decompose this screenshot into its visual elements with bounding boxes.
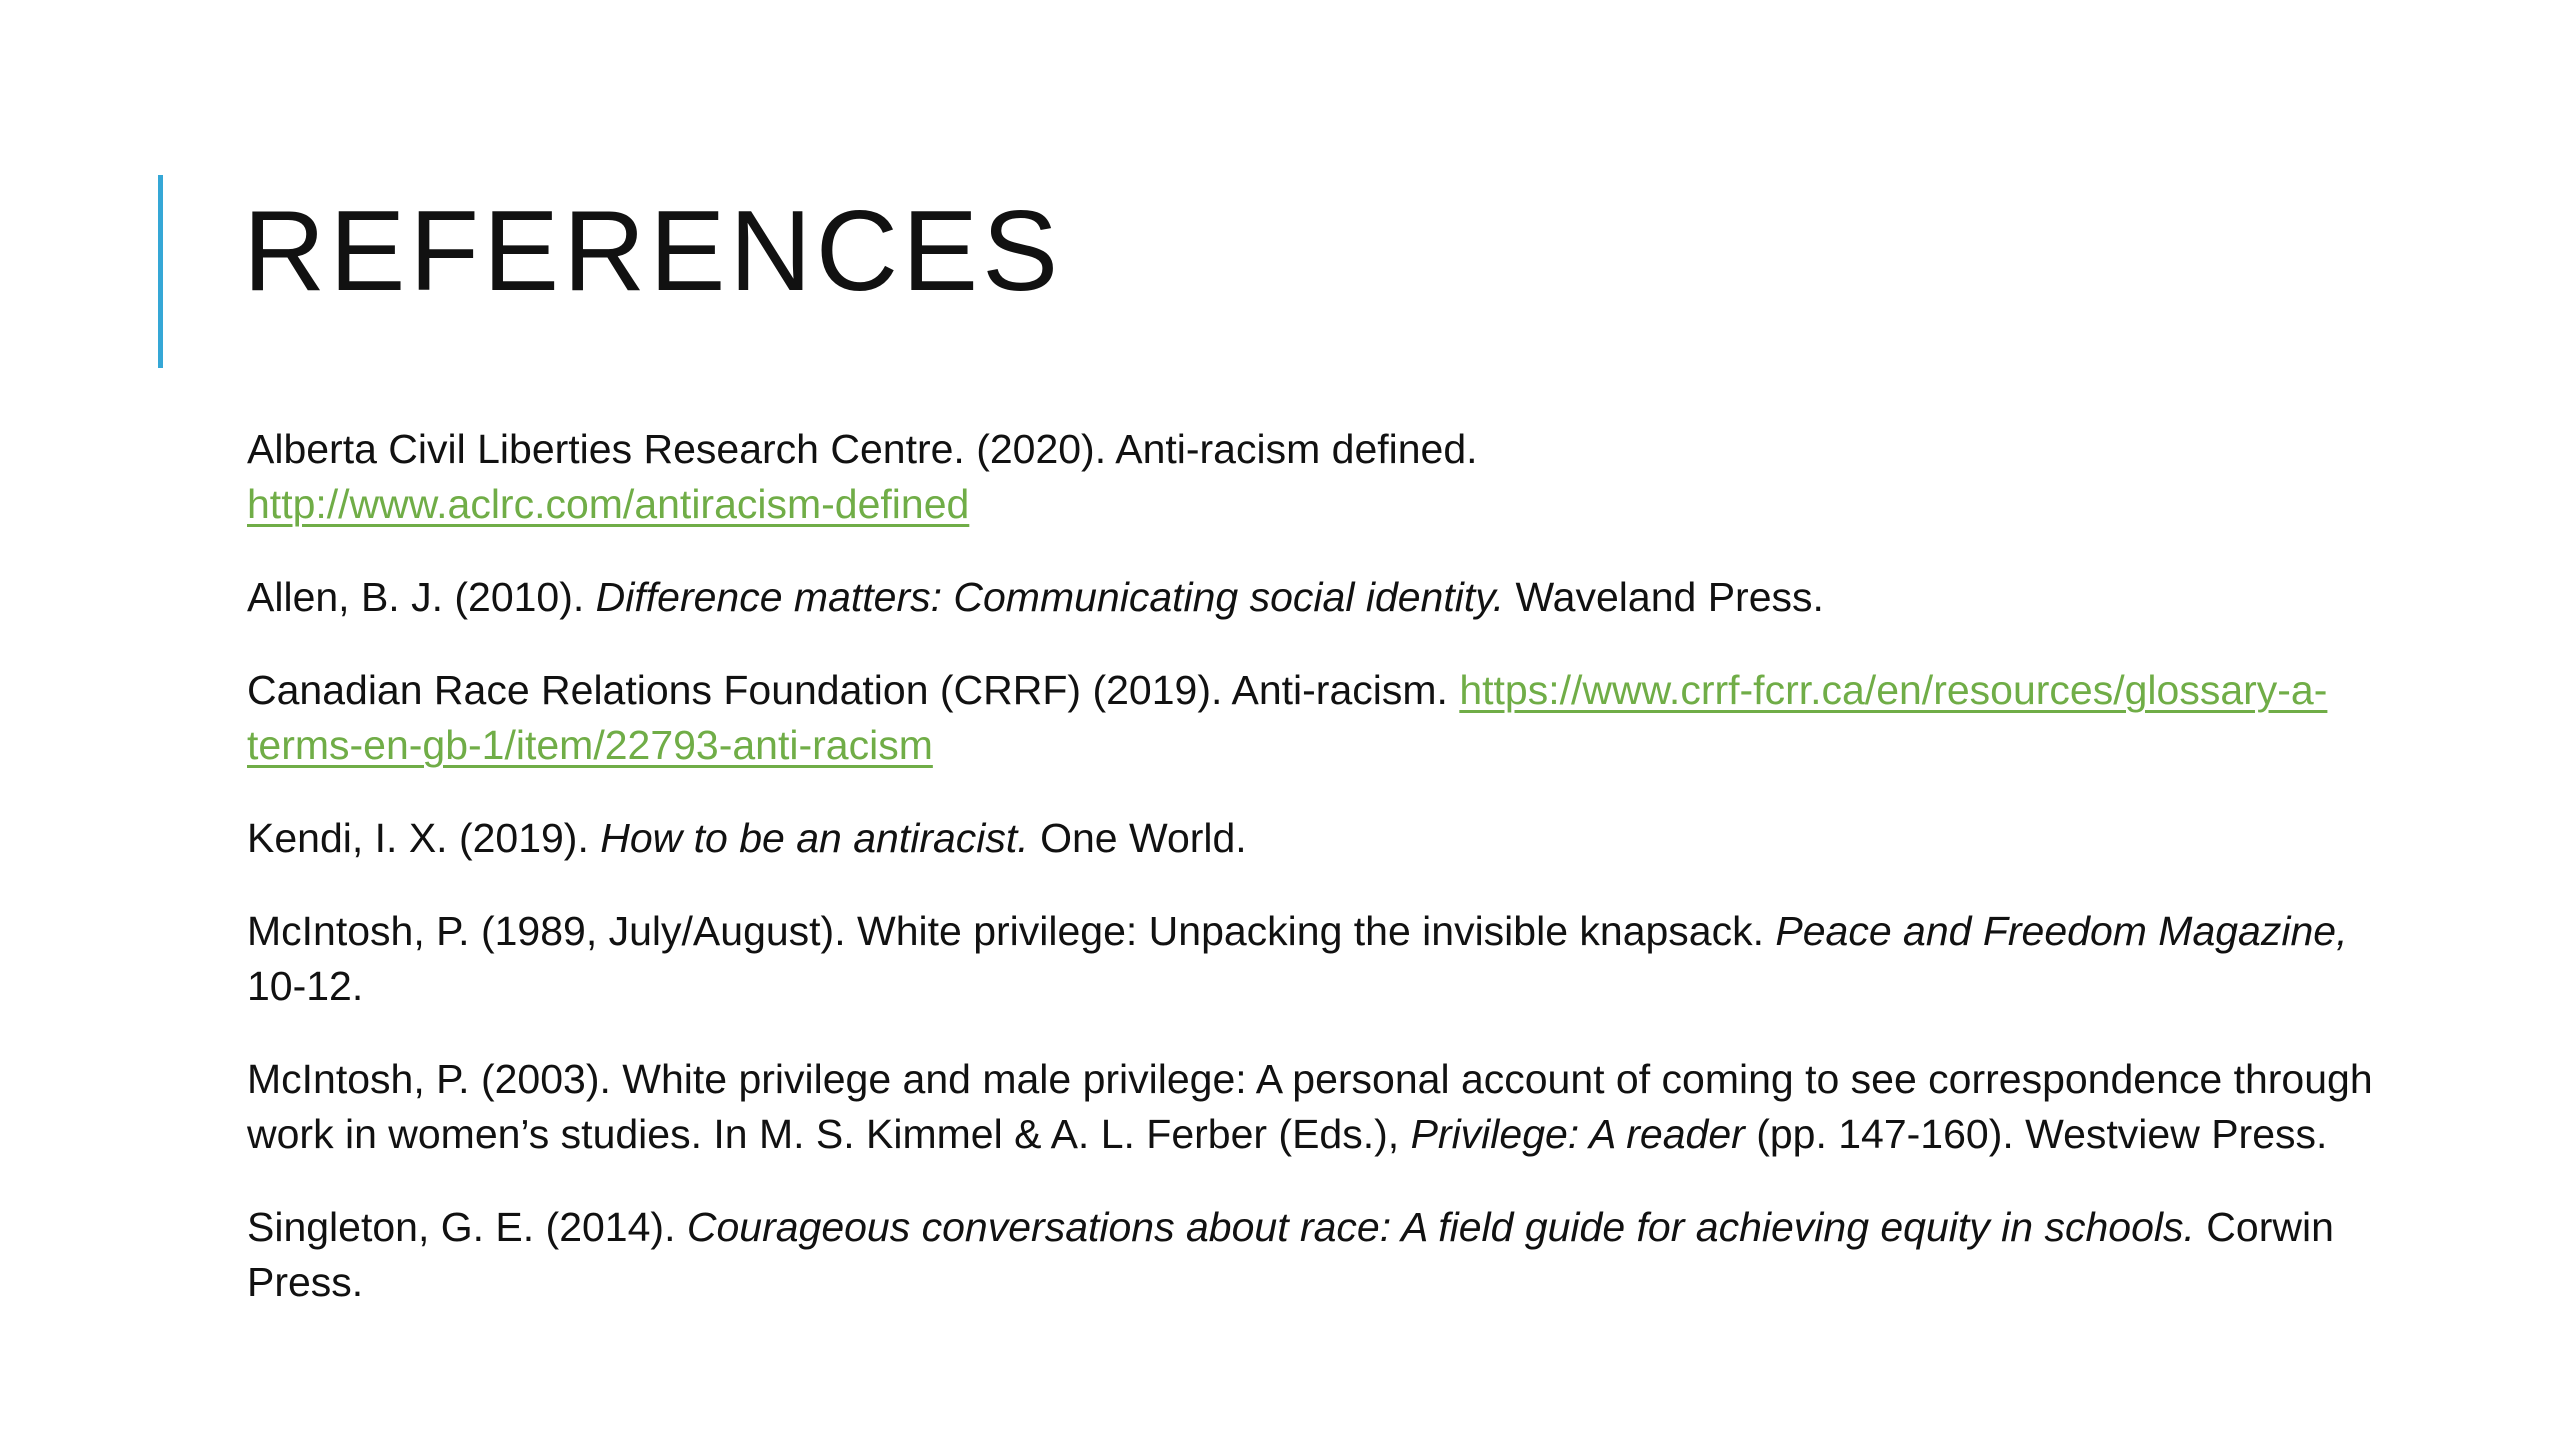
reference-item [247, 570, 2397, 625]
reference-text: 10-12. [247, 963, 364, 1009]
reference-text: Corwin Press. [247, 1204, 2334, 1305]
reference-item [247, 1052, 2397, 1162]
reference-list [247, 422, 2397, 1310]
reference-text: Kendi, I. X. (2019). [247, 815, 601, 861]
reference-text: McIntosh, P. (1989, July/August). White privilege: Unpacking the invisible knapsack. [247, 908, 1776, 954]
reference-link[interactable]: https://www.crrf-fcrr.ca/en/resources/glossary-a-terms-en-gb-1/item/22793-anti-racism [247, 667, 2328, 768]
title-accent-bar [158, 175, 163, 368]
reference-link[interactable]: http://www.aclrc.com/antiracism-defined [247, 481, 970, 527]
reference-item [247, 422, 2397, 532]
slide-title: REFERENCES [243, 188, 1063, 315]
reference-text: Allen, B. J. (2010). [247, 574, 596, 620]
reference-item [247, 1200, 2397, 1310]
reference-item [247, 904, 2397, 1014]
reference-text: Waveland Press. [1504, 574, 1824, 620]
reference-title: Privilege: A reader [1410, 1111, 1745, 1157]
reference-title: Courageous conversations about race: A field guide for achieving equity in schools. [686, 1204, 2195, 1250]
reference-text: (pp. 147-160). Westview Press. [1744, 1111, 2328, 1157]
reference-title: How to be an antiracist. [600, 815, 1029, 861]
reference-text: McIntosh, P. (2003). White privilege and male privilege: A personal account of coming to see correspondence through work in women’s studies. In M. S. Kimmel & A. L. Ferber (Eds.), [247, 1056, 2373, 1157]
reference-item [247, 663, 2397, 773]
reference-item [247, 811, 2397, 866]
reference-text: Alberta Civil Liberties Research Centre. (2020). Anti-racism defined. [247, 426, 1478, 472]
reference-text: One World. [1028, 815, 1247, 861]
reference-text: Singleton, G. E. (2014). [247, 1204, 687, 1250]
reference-title: Peace and Freedom Magazine, [1775, 908, 2348, 954]
reference-title: Difference matters: Communicating social identity. [595, 574, 1505, 620]
reference-text: Canadian Race Relations Foundation (CRRF) (2019). Anti-racism. [247, 667, 1460, 713]
